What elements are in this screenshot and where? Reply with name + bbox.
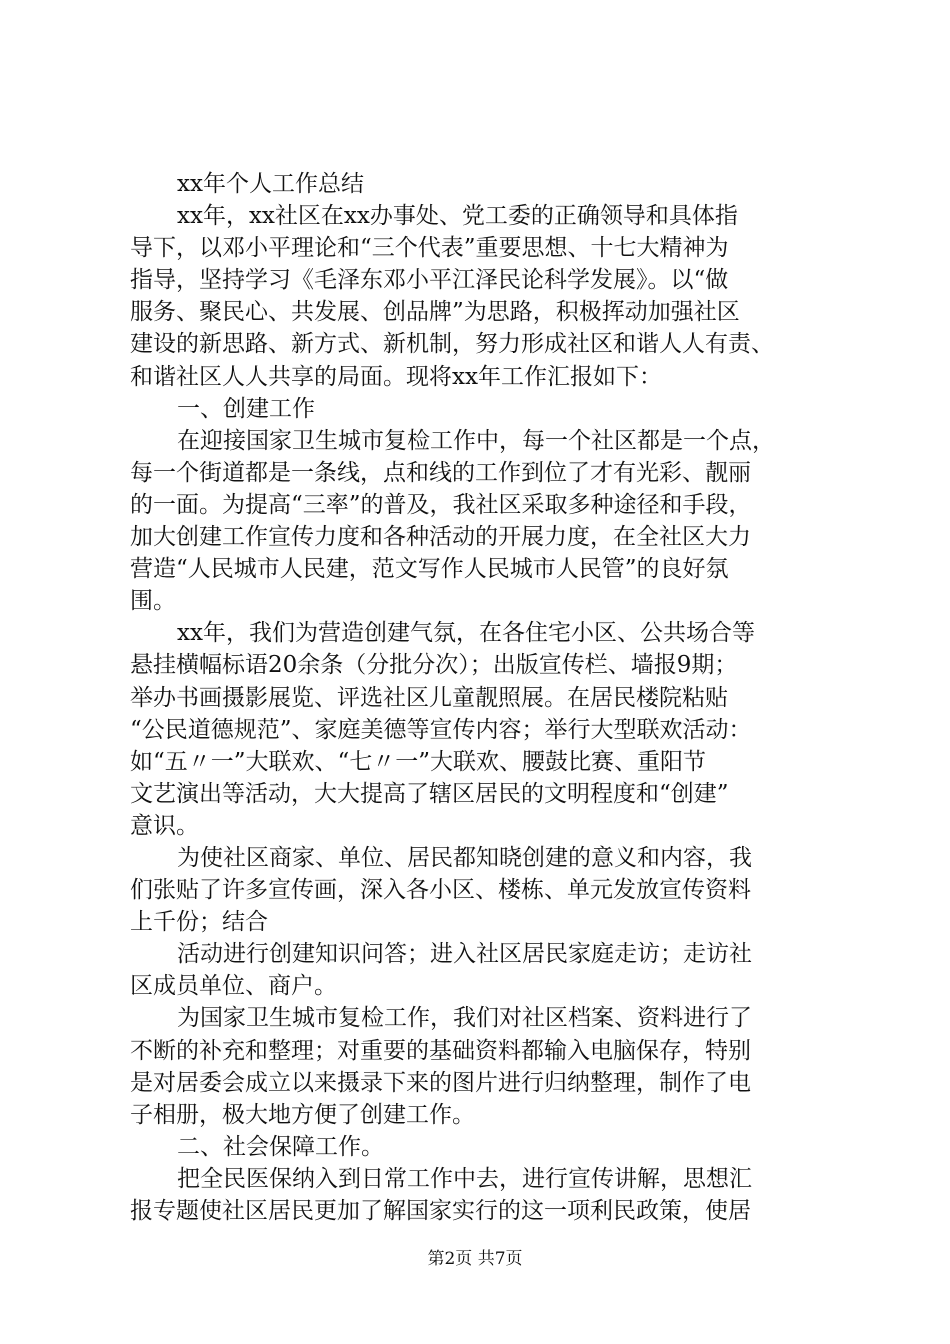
paragraph-line: 悬挂横幅标语20余条（分批分次）；出版宣传栏、墙报9期； [130,652,738,679]
paragraph-line: 和谐社区人人共享的局面。现将xx年工作汇报如下： [130,363,662,390]
paragraph-line: 不断的补充和整理；对重要的基础资料都输入电脑保存，特别 [130,1037,751,1064]
section-heading: 一、创建工作 [177,395,315,422]
paragraph-line: 上千份；结合 [130,909,268,936]
paragraph-line: 子相册，极大地方便了创建工作。 [130,1101,475,1128]
paragraph-line: 举办书画摄影展览、评选社区儿童靓照展。在居民楼院粘贴 [130,684,728,711]
paragraph-line: 活动进行创建知识问答；进入社区居民家庭走访；走访社 [177,941,752,968]
paragraph-line: 为使社区商家、单位、居民都知晓创建的意义和内容，我 [177,844,752,871]
paragraph-line: 加大创建工作宣传力度和各种活动的开展力度，在全社区大力 [130,524,751,551]
paragraph-line: 是对居委会成立以来摄录下来的图片进行归纳整理，制作了电 [130,1069,751,1096]
paragraph-line: 区成员单位、商户。 [130,973,337,1000]
section-heading: 二、社会保障工作。 [177,1133,384,1160]
paragraph-line: 围。 [130,588,176,615]
paragraph-line: 意识。 [130,812,199,839]
paragraph-line: 服务、聚民心、共发展、创品牌”为思路，积极挥动加强社区 [130,299,740,326]
paragraph-line: xx年，我们为营造创建气氛，在各住宅小区、公共场合等 [177,620,755,647]
paragraph-line: 在迎接国家卫生城市复检工作中，每一个社区都是一个点， [177,427,775,454]
paragraph-line: 文艺演出等活动，大大提高了辖区居民的文明程度和“创建” [130,780,729,807]
paragraph-line: 建设的新思路、新方式、新机制，努力形成社区和谐人人有责、 [130,331,774,358]
paragraph-line: 的一面。为提高“三率”的普及，我社区采取多种途径和手段， [130,491,752,518]
document-body [130,168,830,1227]
paragraph-line: 如“五〃一”大联欢、“七〃一”大联欢、腰鼓比赛、重阳节 [130,748,707,775]
paragraph-line: 导下，以邓小平理论和“三个代表”重要思想、十七大精神为 [130,235,729,262]
paragraph-line: “公民道德规范”、家庭美德等宣传内容；举行大型联欢活动： [130,716,752,743]
paragraph-line: 为国家卫生城市复检工作，我们对社区档案、资料进行了 [177,1005,752,1032]
paragraph-line: 报专题使社区居民更加了解国家实行的这一项利民政策，使居 [130,1198,751,1224]
paragraph-line: 们张贴了许多宣传画，深入各小区、楼栋、单元发放宣传资料 [130,877,751,904]
paragraph-line: xx年，xx社区在xx办事处、党工委的正确领导和具体指 [177,203,738,230]
page-number-footer: 第2页 共7页 [427,1249,523,1269]
paragraph-line: 把全民医保纳入到日常工作中去，进行宣传讲解，思想汇 [177,1165,752,1192]
document-title: xx年个人工作总结 [177,171,364,197]
paragraph-line: 营造“人民城市人民建，范文写作人民城市人民管”的良好氛 [130,556,729,583]
paragraph-line: 指导，坚持学习《毛泽东邓小平江泽民论科学发展》。以“做 [130,267,729,294]
paragraph-line: 每一个街道都是一条线，点和线的工作到位了才有光彩、靓丽 [130,459,751,486]
